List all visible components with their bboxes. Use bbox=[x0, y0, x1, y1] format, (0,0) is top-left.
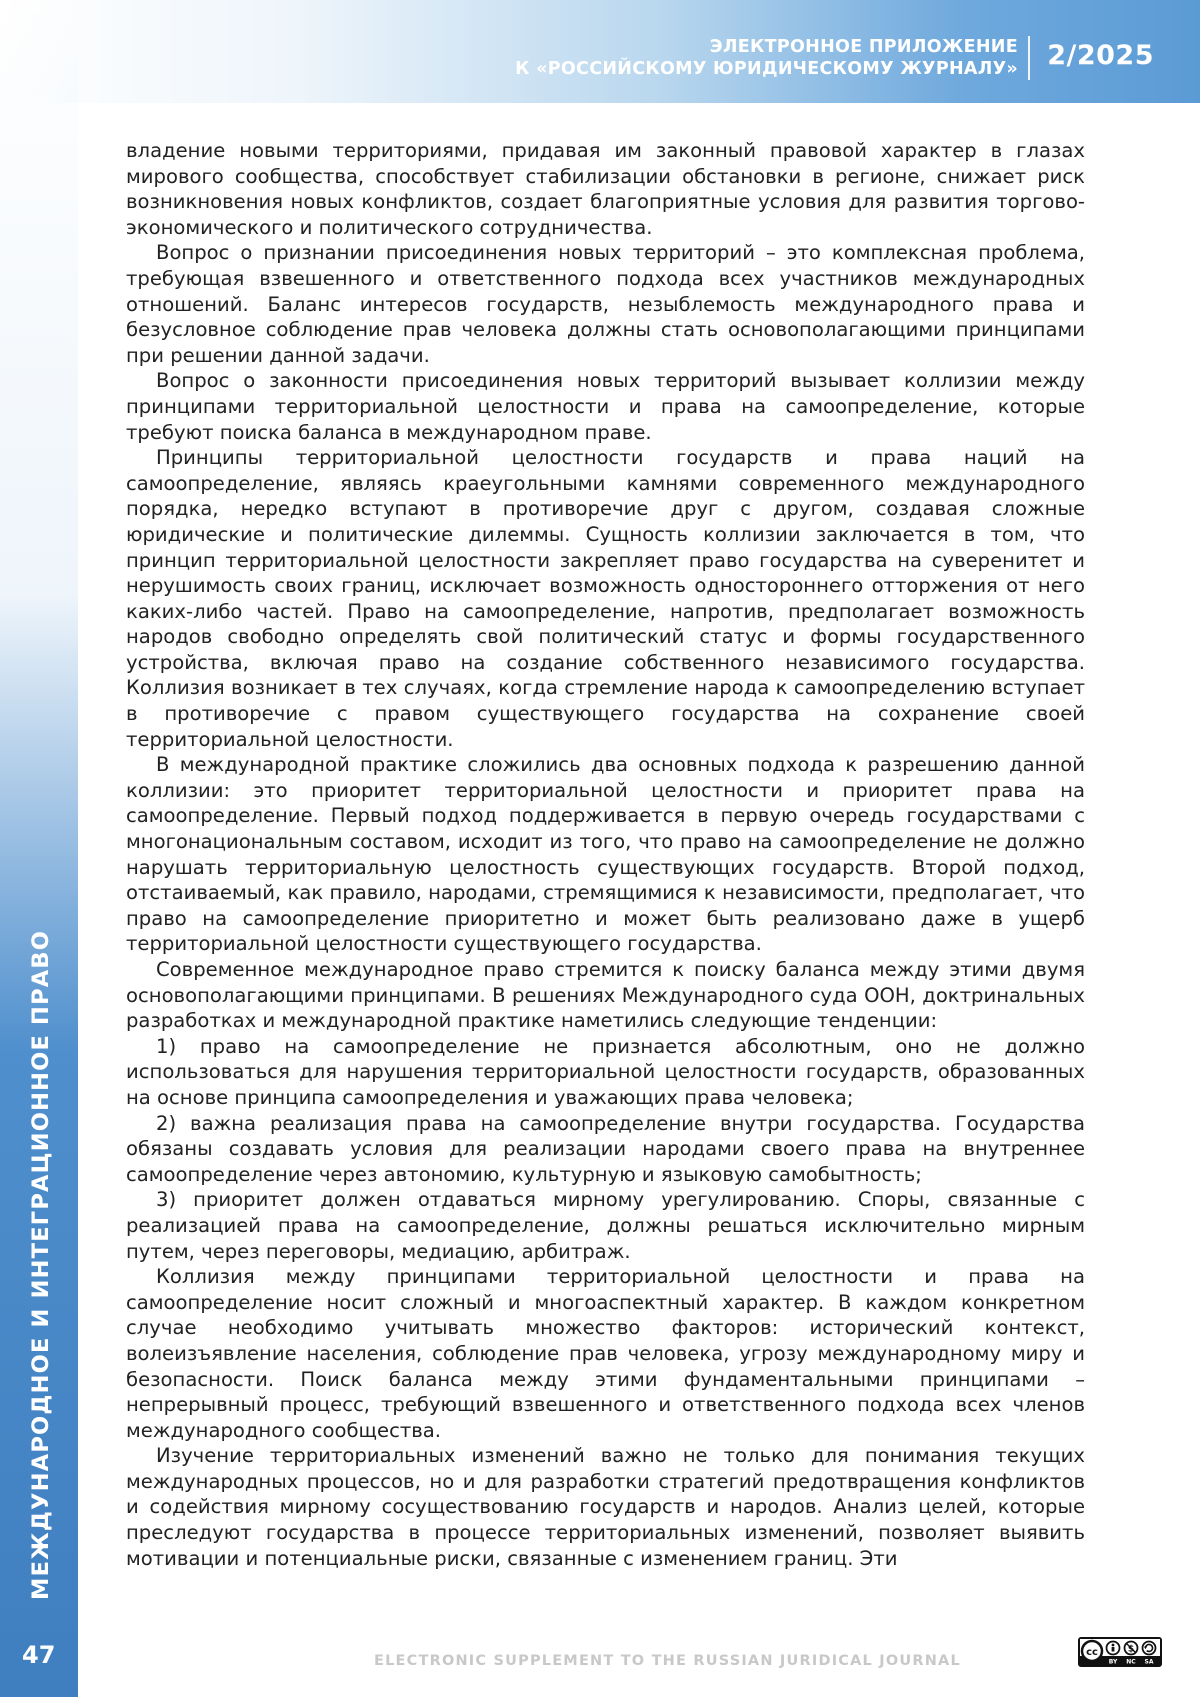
journal-title-line2: К «РОССИЙСКОМУ ЮРИДИЧЕСКОМУ ЖУРНАЛУ» bbox=[418, 58, 1018, 80]
svg-text:$: $ bbox=[1128, 1645, 1134, 1655]
paragraph-2: Вопрос о признании присоединения новых территорий – это комплексная проблема, требующая взвешенного и ответственного подхода всех участников международных отношений. Баланс интересов государств, незыблемость международного права и безусловное соблюдение прав человека должны стать основополагающими принципами при решении данной задачи. bbox=[126, 240, 1085, 368]
svg-text:cc: cc bbox=[1086, 1647, 1098, 1658]
paragraph-6: Современное международное право стремится к поиску баланса между этими двумя основополагающими принципами. В решениях Международного суда ООН, доктринальных разработках и международной практике наметились следующие тенденции: bbox=[126, 957, 1085, 1034]
section-label: МЕЖДУНАРОДНОЕ И ИНТЕГРАЦИОННОЕ ПРАВО bbox=[28, 930, 54, 1600]
sa-icon bbox=[1143, 1642, 1156, 1655]
cc-by-nc-sa-icon[interactable] bbox=[1078, 1637, 1162, 1667]
journal-title bbox=[418, 36, 1018, 80]
footer-journal-name: ELECTRONIC SUPPLEMENT TO THE RUSSIAN JURIDICAL JOURNAL bbox=[374, 1653, 1054, 1669]
license-label-by: BY bbox=[1109, 1659, 1118, 1666]
journal-title-line1: ЭЛЕКТРОННОЕ ПРИЛОЖЕНИЕ bbox=[418, 36, 1018, 58]
license-label-nc: NC bbox=[1126, 1659, 1136, 1666]
issue-number: 2/2025 bbox=[1047, 40, 1154, 71]
paragraph-1: владение новыми территориями, придавая им законный правовой характер в глазах мирового сообщества, способствует стабилизации обстановки в регионе, снижает риск возникновения новых конфликтов, создает благоприятные условия для развития торгово-экономического и политического сотрудничества. bbox=[126, 138, 1085, 240]
paragraph-7: Коллизия между принципами территориальной целостности и права на самоопределение носит сложный и многоаспектный характер. В каждом конкретном случае необходимо учитывать множество факторов: исторический контекст, волеизъявление населения, соблюдение прав человека, угрозу международному миру и безопасности. Поиск баланса между этими фундаментальными принципами – непрерывный процесс, требующий взвешенного и ответственного подхода всех членов международного сообщества. bbox=[126, 1264, 1085, 1443]
list-item-1: 1) право на самоопределение не признается абсолютным, оно не должно использоваться для нарушения территориальной целостности государств, образованных на основе принципа самоопределения и уважающих права человека; bbox=[126, 1034, 1085, 1111]
page-header bbox=[0, 0, 1200, 103]
paragraph-3: Вопрос о законности присоединения новых территорий вызывает коллизии между принципами территориальной целостности и права на самоопределение, которые требуют поиска баланса в международном праве. bbox=[126, 368, 1085, 445]
paragraph-8: Изучение территориальных изменений важно не только для понимания текущих международных процессов, но и для разработки стратегий предотвращения конфликтов и содействия мирному сосуществованию государств и народов. Анализ целей, которые преследуют государства в процессе территориальных изменений, позволяет выявить мотивации и потенциальные риски, связанные с изменением границ. Эти bbox=[126, 1443, 1085, 1571]
header-divider bbox=[1028, 36, 1030, 80]
license-label-sa: SA bbox=[1145, 1659, 1154, 1666]
article-body bbox=[126, 138, 1085, 1571]
paragraph-4: Принципы территориальной целостности государств и права наций на самоопределение, являясь краеугольными камнями современного международного порядка, нередко вступают в противоречие друг с другом, создавая сложные юридические и политические дилеммы. Сущность коллизии заключается в том, что принцип территориальной целостности закрепляет право государства на суверенитет и нерушимость своих границ, исключает возможность одностороннего отторжения от него каких-либо частей. Право на самоопределение, напротив, предполагает возможность народов свободно определять свой политический статус и формы государственного устройства, включая право на создание собственного независимого государства. Коллизия возникает в тех случаях, когда стремление народа к самоопределению вступает в противоречие с правом существующего государства на сохранение своей территориальной целостности. bbox=[126, 445, 1085, 752]
page-number: 47 bbox=[22, 1641, 55, 1669]
list-item-3: 3) приоритет должен отдаваться мирному урегулированию. Споры, связанные с реализацией права на самоопределение, должны решаться исключительно мирным путем, через переговоры, медиацию, арбитраж. bbox=[126, 1187, 1085, 1264]
list-item-2: 2) важна реализация права на самоопределение внутри государства. Государства обязаны создавать условия для реализации народами своего права на внутреннее самоопределение через автономию, культурную и языковую самобытность; bbox=[126, 1111, 1085, 1188]
paragraph-5: В международной практике сложились два основных подхода к разрешению данной коллизии: это приоритет территориальной целостности и приоритет права на самоопределение. Первый подход поддерживается в первую очередь государствами с многонациональным составом, исходит из того, что право на самоопределение не должно нарушать территориальную целостность существующих государств. Второй подход, отстаиваемый, как правило, народами, стремящимися к независимости, предполагает, что право на самоопределение приоритетно и может быть реализовано даже в ущерб территориальной целостности существующего государства. bbox=[126, 752, 1085, 957]
license-badge-graphic bbox=[1080, 1639, 1160, 1665]
